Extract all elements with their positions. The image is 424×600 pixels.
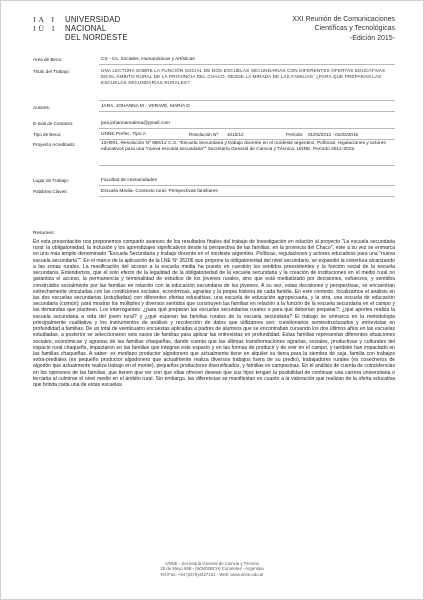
divider (99, 64, 395, 65)
proyecto-value: 12H001, Resolución Nº 960/12 C.S. "Escuela Secundaria y trabajo docente en el nordeste argentino. Políticas, regulaciones y actores educativos para una "nueva escuela secundaria"" Secretaría General de Ciencia y Técnica. UNNE. Período 2012-2015. (101, 141, 386, 153)
divider (99, 111, 395, 112)
area-label: Area de Beca: (33, 57, 63, 62)
resolucion-label: Resolución Nº: (189, 132, 220, 137)
divider (99, 165, 395, 166)
authors-value: JARA, JOHANNA M - VERAVÉ, MARÍA D. (101, 104, 192, 109)
tipo-label: Tipo de Beca: (33, 132, 62, 137)
title-value: UNA LECTURA SOBRE LA FUNCIÓN SOCIAL DE DOS ESCUELAS SECUNDARIAS CON DIFERENTES OFERTAS EDUCATIVAS EN EL ÁMBITO RURAL DE LA PROVINCIA DEL CHACO, DESDE LA MIRADA DE LAS FAMILIAS: ¿PARA QUÉ PREPARAN LAS ESCUELAS SECUNDARIAS RURALES? (101, 68, 386, 86)
divider (99, 185, 395, 186)
footer-line: Tel./Fax: +54 (0379)4427181 - Web: www.unne.edu.ar (160, 571, 264, 577)
conference-title: XXI Reunión de Comunicaciones Científicas y Tecnológicas -Edición 2015- (292, 16, 395, 42)
proyecto-label: Proyecto Acreditado: (33, 142, 76, 147)
periodo-label: Período: (286, 132, 304, 137)
resumen-text: En esta presentación nos proponemos compartir avances de los resultados finales del trabajo de Investigación en relación al proyecto "La escuela secundaria rural: la obligatoriedad, la inclusión y los aprendizajes significativos desde la perspectiva de las familias, en la provincia del Chaco", este a su vez se enmarca en uno más amplio denominado "Escuela Secundaria y trabajo docente en el nordeste argentino. Políticas, regulaciones y actores educativos para una "nueva escuela secundaria"". En el marco de la aplicación de la LNE Nº 26206 que propone la obligatoriedad del nivel secundario, se expandió la cobertura alcanzando a las zonas rurales. La masificación del acceso a la escuela media ha puesto en cuestión los sentidos preexistentes y la función social de la escuela secundaria. Entendemos, que el solo efecto de la legalidad de la obligatoriedad de la escuela secundaria y la creación de instituciones en el medio rural no garantiza el acceso, la permanencia y terminalidad de estudios de los jóvenes rurales, sino que está mediatizado por decisiones, esfuerzos, y sentidos construidos socialmente por las familias en relación con la educación secundaria de los jóvenes. A su vez, estas decisiones y perspectivas, se encuentran estrechamente vinculadas con las condiciones sociales, económicas, agrarias y la propia historia de cada familia. En este contexto, focalizamos el análisis en las dos escuelas secundarias (estudiadas) con diferentes ofertas educativas, una escuela de educación agropecuaria, y la otra, una escuela de educación secundaria (común); para mostrar los múltiples y diversos sentidos que construyen las familias en relación a la función de la escuela secundaria en el campo y las demandas que plantean. Los interrogantes: ¿para qué preparan las escuelas secundarias rurales o para qué deberían preparar?; ¿qué aportes realiza la escuela secundaria a vida del joven rural? y ¿qué esperan las familias rurales de la escuela secundaria? El trabajo se enmarca en la metodología principalmente cualitativa y los instrumentos de análisis y recolección de datos que utilizamos son: cuestionarios semiestructurados y entrevistas en profundidad a familias. De un total de veinticuatro encuestas aplicadas a padres de alumnos que se encontraban cursando los dos últimos años en las escuelas estudiadas, a posterior se seleccionaron seis casos de familias para aplicar las entrevistas en profundidad. Estas familias representan diferentes situaciones sociales, económicas y agrarias de las familias chaqueñas, dando cuenta que las últimas transformaciones agrarias, sociales, productivas y culturales del espacio rural chaqueño, impactaron en las familias que integran este espacio y en las formas de producir y de vivir en el campo, y también han impactado en las familias chaqueñas. A saber: ex mediano productor algodonero que actualmente tiene en alquiler su tierra para la siembra de soja, familia con trabajos extra-prediales (ex pequeño productor algodonero que actualmente realiza diversos trabajos fuera de su predio), trabajadores rurales (ex cosecheros de algodón que actualmente realiza trabajo en el monte), pequeños productores diversificados, y familias ex campesinas. En el análisis de cuenta de coincidencias en los opiniones de las familias, que tienen que ver con que ellas ofrecen desean que sus hijos tengan la posibilidad de continuar una carrera universitaria o terciaria al culminar el nivel medio en el ámbito rural. Sin embargo, las diferencias se manifiestan en cuanto a la valoración que realizan de la oferta educativa que brinda cada una de estas escuelas. (33, 239, 395, 389)
title-label: Título del Trabajo: (33, 69, 70, 74)
university-logo (33, 15, 143, 45)
divider (99, 196, 395, 197)
footer-line: UNNE - Secretaría General de Ciencia y Técnica (165, 561, 259, 566)
palabras-label: Palabras Claves: (33, 189, 68, 194)
area-value: CS - Cs. Sociales, Humanísticas y Artísticas (101, 57, 195, 62)
resolucion-value: 1015/12 (227, 132, 244, 137)
university-name: UNIVERSIDAD NACIONAL DEL NORDESTE (65, 15, 128, 42)
lugar-label: Lugar de Trabajo: (33, 178, 70, 183)
lugar-value: Facultad de Humanidades (101, 178, 157, 183)
palabras-value: Escuela Media- Contexto rural- Perspectivas familiares (101, 189, 218, 194)
logo-mark: IA I IÜ I (33, 15, 58, 33)
periodo-value: 01/03/2013 - 01/03/2015 (308, 132, 359, 137)
resumen-label: Resumen: (33, 231, 55, 236)
divider (99, 128, 395, 129)
email-label: E-mail de Contacto: (33, 121, 74, 126)
divider (99, 139, 395, 140)
footer-line: 25 de Mayo 868 - (W3400BCH) Corrientes - Argentina (160, 566, 264, 572)
tipo-value: UNNE Perfec. Tipo A (101, 132, 146, 137)
email-value: jara.johannamalena@gmail.com (101, 121, 170, 126)
footer (1, 561, 423, 577)
authors-label: Autores: (33, 105, 51, 110)
divider (99, 100, 395, 101)
